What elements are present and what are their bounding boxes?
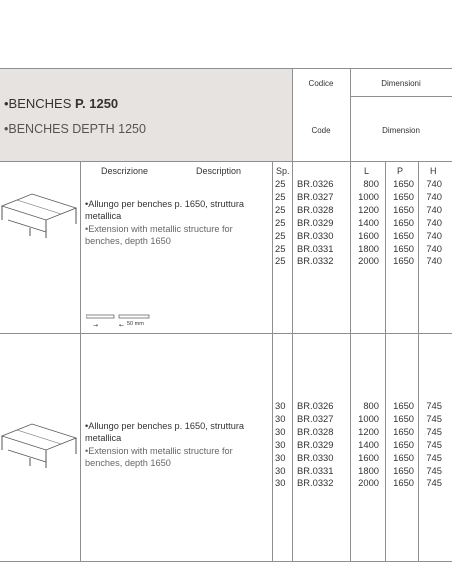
- cell-code: BR.0326: [297, 178, 334, 189]
- section2-description: [85, 420, 271, 469]
- bench-extension-illustration: [0, 190, 80, 240]
- cell-sp: 30: [275, 438, 286, 450]
- cell-sp: 25: [275, 216, 286, 228]
- cell-p: 1650: [393, 229, 414, 241]
- section2-desc-en: •Extension with metallic structure for benches, depth 1650: [85, 445, 233, 468]
- cell-code: BR.0331: [297, 242, 334, 254]
- cell-code: BR.0330: [297, 451, 334, 463]
- cell-p: 1650: [393, 412, 414, 424]
- cell-p: 1650: [393, 477, 414, 489]
- cell-h: 740: [426, 229, 442, 241]
- col-descrizione: Descrizione: [101, 166, 149, 176]
- cell-sp: 30: [275, 400, 286, 411]
- cell-sp: 25: [275, 255, 286, 267]
- cell-code: BR.0327: [297, 190, 334, 202]
- cell-l: 1000: [358, 412, 379, 424]
- cell-l: 1600: [358, 229, 379, 241]
- col-divider-image: [80, 161, 81, 561]
- cell-l: 1400: [358, 216, 379, 228]
- dimensioni-label: Dimensioni: [381, 79, 421, 88]
- cell-code: BR.0329: [297, 216, 334, 228]
- cell-l: 1200: [358, 425, 379, 437]
- cell-l: 1600: [358, 451, 379, 463]
- cell-sp: 30: [275, 412, 286, 424]
- product-title: •BENCHES P. 1250: [4, 96, 119, 111]
- cell-l: 1800: [358, 242, 379, 254]
- cell-p: 1650: [393, 438, 414, 450]
- cell-l: 800: [363, 400, 379, 411]
- cell-sp: 30: [275, 425, 286, 437]
- cell-sp: 30: [275, 464, 286, 476]
- section1-desc-it: •Allungo per benches p. 1650, struttura metallica: [85, 199, 244, 222]
- cell-p: 1650: [393, 216, 414, 228]
- cell-code: BR.0327: [297, 412, 334, 424]
- extension-dimension-drawing: [86, 313, 156, 329]
- col-sp: Sp.: [276, 166, 290, 176]
- cell-l: 2000: [358, 255, 379, 267]
- cell-sp: 25: [275, 203, 286, 215]
- dimension-label: Dimension: [382, 126, 420, 135]
- cell-l: 2000: [358, 477, 379, 489]
- cell-h: 740: [426, 216, 442, 228]
- col-description: Description: [196, 166, 242, 176]
- cell-h: 745: [426, 412, 442, 424]
- cell-l: 800: [363, 178, 379, 189]
- cell-sp: 25: [275, 190, 286, 202]
- section1-desc-en: •Extension with metallic structure for benches, depth 1650: [85, 223, 233, 246]
- cell-p: 1650: [393, 451, 414, 463]
- col-divider-desc: [272, 161, 273, 561]
- section2-desc-it: •Allungo per benches p. 1650, struttura metallica: [85, 421, 244, 444]
- cell-h: 745: [426, 400, 442, 411]
- cell-p: 1650: [393, 400, 414, 411]
- cell-p: 1650: [393, 425, 414, 437]
- cell-l: 1000: [358, 190, 379, 202]
- cell-l: 1800: [358, 464, 379, 476]
- cell-sp: 25: [275, 242, 286, 254]
- cell-h: 745: [426, 477, 442, 489]
- cell-h: 740: [426, 242, 442, 254]
- header-title-panel: [0, 68, 292, 161]
- rule-dimensioni: [350, 96, 452, 97]
- cell-sp: 25: [275, 229, 286, 241]
- cell-p: 1650: [393, 464, 414, 476]
- cell-p: 1650: [393, 178, 414, 189]
- rule-top: [0, 68, 452, 69]
- section1-description: [85, 198, 271, 247]
- code-label: Code: [311, 126, 331, 135]
- cell-h: 740: [426, 203, 442, 215]
- cell-code: BR.0328: [297, 425, 334, 437]
- cell-sp: 25: [275, 178, 286, 189]
- cell-p: 1650: [393, 190, 414, 202]
- product-subtitle: •BENCHES DEPTH 1250: [4, 122, 146, 136]
- svg-text:→: →: [93, 322, 99, 329]
- cell-l: 1400: [358, 438, 379, 450]
- cell-p: 1650: [393, 242, 414, 254]
- dimension-note: 50 mm: [127, 321, 144, 327]
- cell-code: BR.0328: [297, 203, 334, 215]
- cell-l: 1200: [358, 203, 379, 215]
- bench-extension-illustration-2: [0, 420, 80, 470]
- cell-code: BR.0332: [297, 477, 334, 489]
- cell-code: BR.0330: [297, 229, 334, 241]
- cell-code: BR.0329: [297, 438, 334, 450]
- cell-h: 740: [426, 190, 442, 202]
- codice-label: Codice: [308, 79, 334, 88]
- cell-p: 1650: [393, 255, 414, 267]
- col-divider-p: [418, 161, 419, 561]
- cell-h: 745: [426, 451, 442, 463]
- cell-h: 740: [426, 255, 442, 267]
- cell-sp: 30: [275, 477, 286, 489]
- cell-h: 745: [426, 438, 442, 450]
- cell-sp: 30: [275, 451, 286, 463]
- rule-bottom: [0, 561, 452, 562]
- svg-text:←: ←: [119, 322, 125, 329]
- cell-code: BR.0331: [297, 464, 334, 476]
- col-l: L: [364, 166, 370, 176]
- cell-code: BR.0332: [297, 255, 334, 267]
- cell-h: 745: [426, 464, 442, 476]
- cell-p: 1650: [393, 203, 414, 215]
- col-divider-sp: [292, 68, 293, 561]
- col-p: P: [397, 166, 404, 176]
- cell-h: 740: [426, 178, 442, 189]
- cell-h: 745: [426, 425, 442, 437]
- col-h: H: [430, 166, 437, 176]
- cell-code: BR.0326: [297, 400, 334, 411]
- col-divider-code: [350, 68, 351, 561]
